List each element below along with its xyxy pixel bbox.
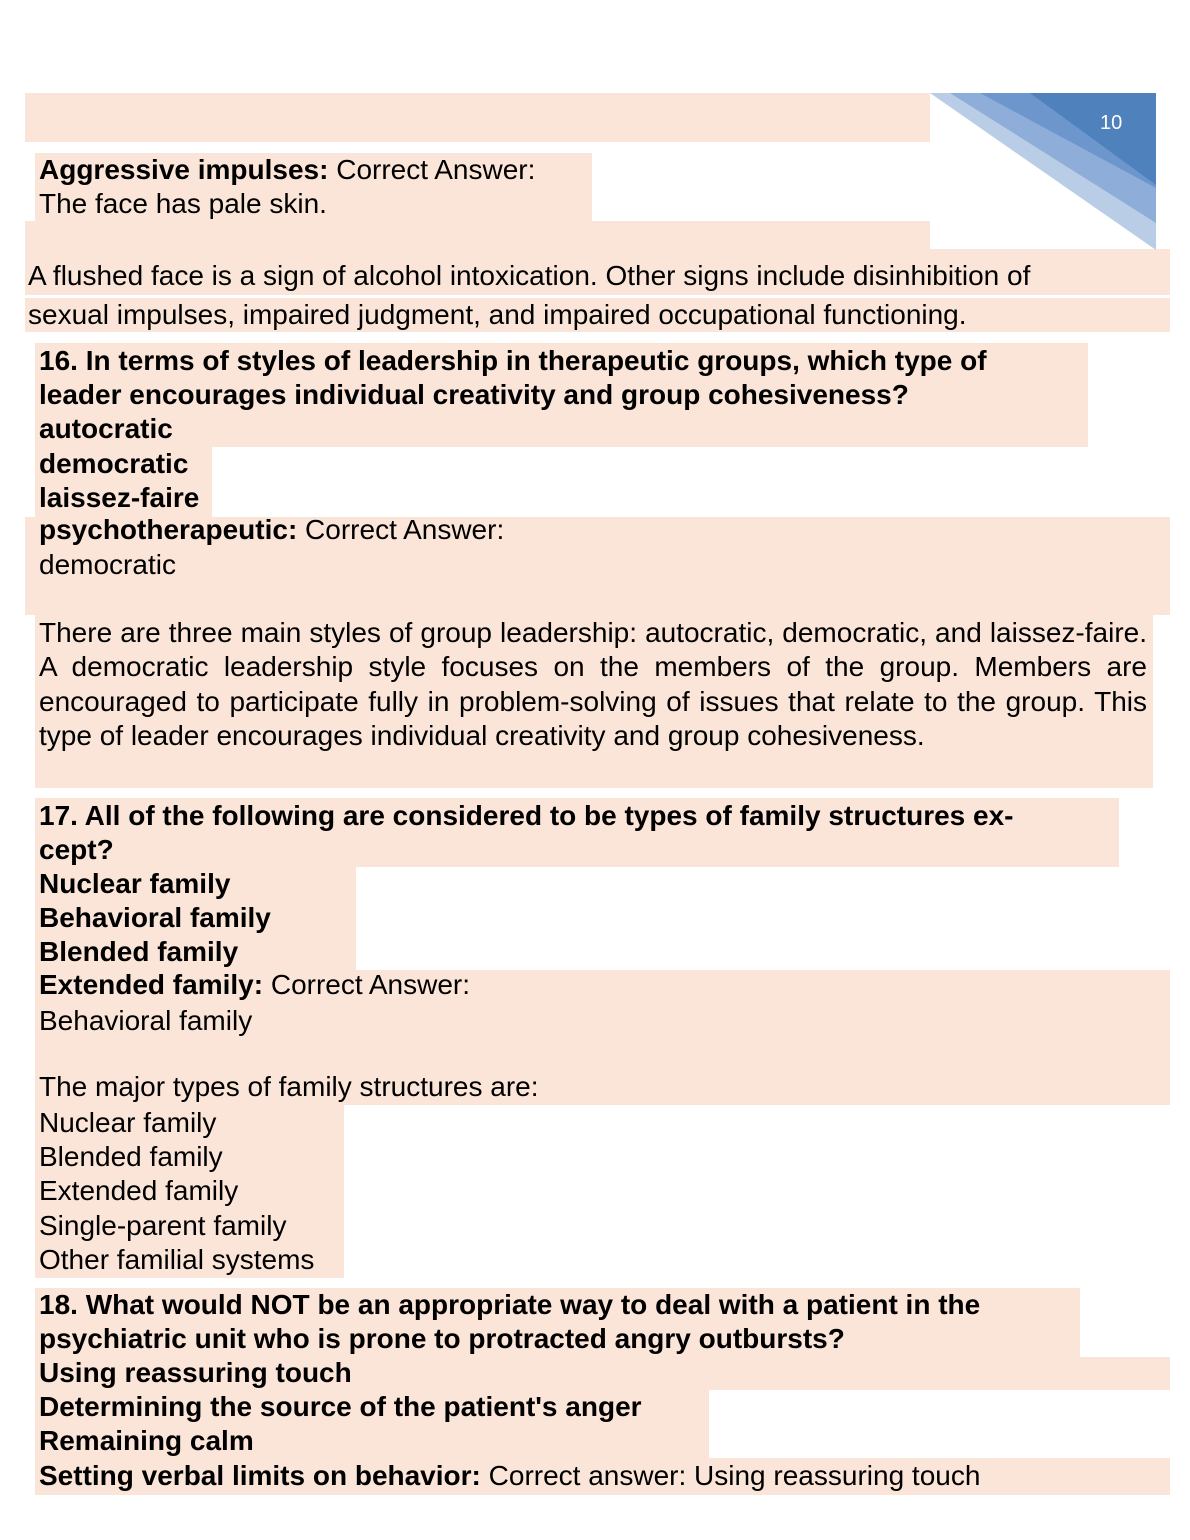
q18-last-option xyxy=(39,1459,980,1493)
q18-option: Determining the source of the patient's anger xyxy=(39,1391,642,1422)
q15-correct-label: Correct Answer: xyxy=(328,154,536,185)
q17-last-option xyxy=(39,968,470,1002)
highlight-q15-gap xyxy=(25,221,930,261)
q16-question-line1: 16. In terms of styles of leadership in therapeutic groups, which type of xyxy=(39,345,987,376)
family-structure-item: Nuclear family xyxy=(39,1107,217,1138)
q15-explanation-line1: A flushed face is a sign of alcohol intoxication. Other signs include disinhibition of xyxy=(28,260,1031,291)
q18-question-line2: psychiatric unit who is prone to protracted angry outbursts? xyxy=(39,1323,845,1354)
q16-option: laissez-faire xyxy=(39,482,200,513)
q15-last-option-text: Aggressive impulses: xyxy=(39,154,329,185)
q18-option: Remaining calm xyxy=(39,1425,254,1456)
q17-option: Blended family xyxy=(39,936,239,967)
family-structure-item: Blended family xyxy=(39,1141,223,1172)
q17-last-option-text: Extended family: xyxy=(39,969,264,1000)
q16-option: democratic xyxy=(39,448,189,479)
q18-last-option-text: Setting verbal limits on behavior: xyxy=(39,1460,481,1491)
q17-question-line1: 17. All of the following are considered to be types of family structures ex- xyxy=(39,800,1014,831)
q16-question-line2: leader encourages individual creativity and group cohesiveness? xyxy=(39,379,909,410)
family-structure-item: Single-parent family xyxy=(39,1210,287,1241)
family-structure-item: Extended family xyxy=(39,1175,239,1206)
q16-option: autocratic xyxy=(39,413,173,444)
q17-answer: Behavioral family xyxy=(39,1005,253,1036)
q16-answer: democratic xyxy=(39,549,176,580)
family-structure-item: Other familial systems xyxy=(39,1244,315,1275)
q16-last-option xyxy=(39,513,504,547)
q16-last-option-text: psychotherapeutic: xyxy=(39,514,298,545)
q15-last-option xyxy=(39,153,535,187)
q17-correct-label: Correct Answer: xyxy=(263,969,471,1000)
q18-question-line1: 18. What would NOT be an appropriate way to deal with a patient in the xyxy=(39,1289,981,1320)
q17-explanation-intro: The major types of family structures are: xyxy=(39,1071,539,1102)
q18-correct-answer: Correct answer: Using reassuring touch xyxy=(480,1460,981,1491)
q18-option: Using reassuring touch xyxy=(39,1357,352,1388)
q17-option: Nuclear family xyxy=(39,868,231,899)
q17-question-line2: cept? xyxy=(39,834,114,865)
highlight-header-band xyxy=(25,93,930,142)
page-number: 10 xyxy=(1100,112,1123,134)
q15-answer: The face has pale skin. xyxy=(39,188,327,219)
q16-explanation: There are three main styles of group leadership: autocratic, democratic, and laissez-faire. A democratic leadership style focuses on the members of the group. Members are encouraged to participate fully in problem-solving of issues that relate to the group. This type of leader encourages individual creativity and group cohesiveness. xyxy=(39,617,1147,752)
q16-correct-label: Correct Answer: xyxy=(297,514,505,545)
q17-option: Behavioral family xyxy=(39,902,271,933)
q15-explanation-line2: sexual impulses, impaired judgment, and impaired occupational functioning. xyxy=(28,299,967,330)
